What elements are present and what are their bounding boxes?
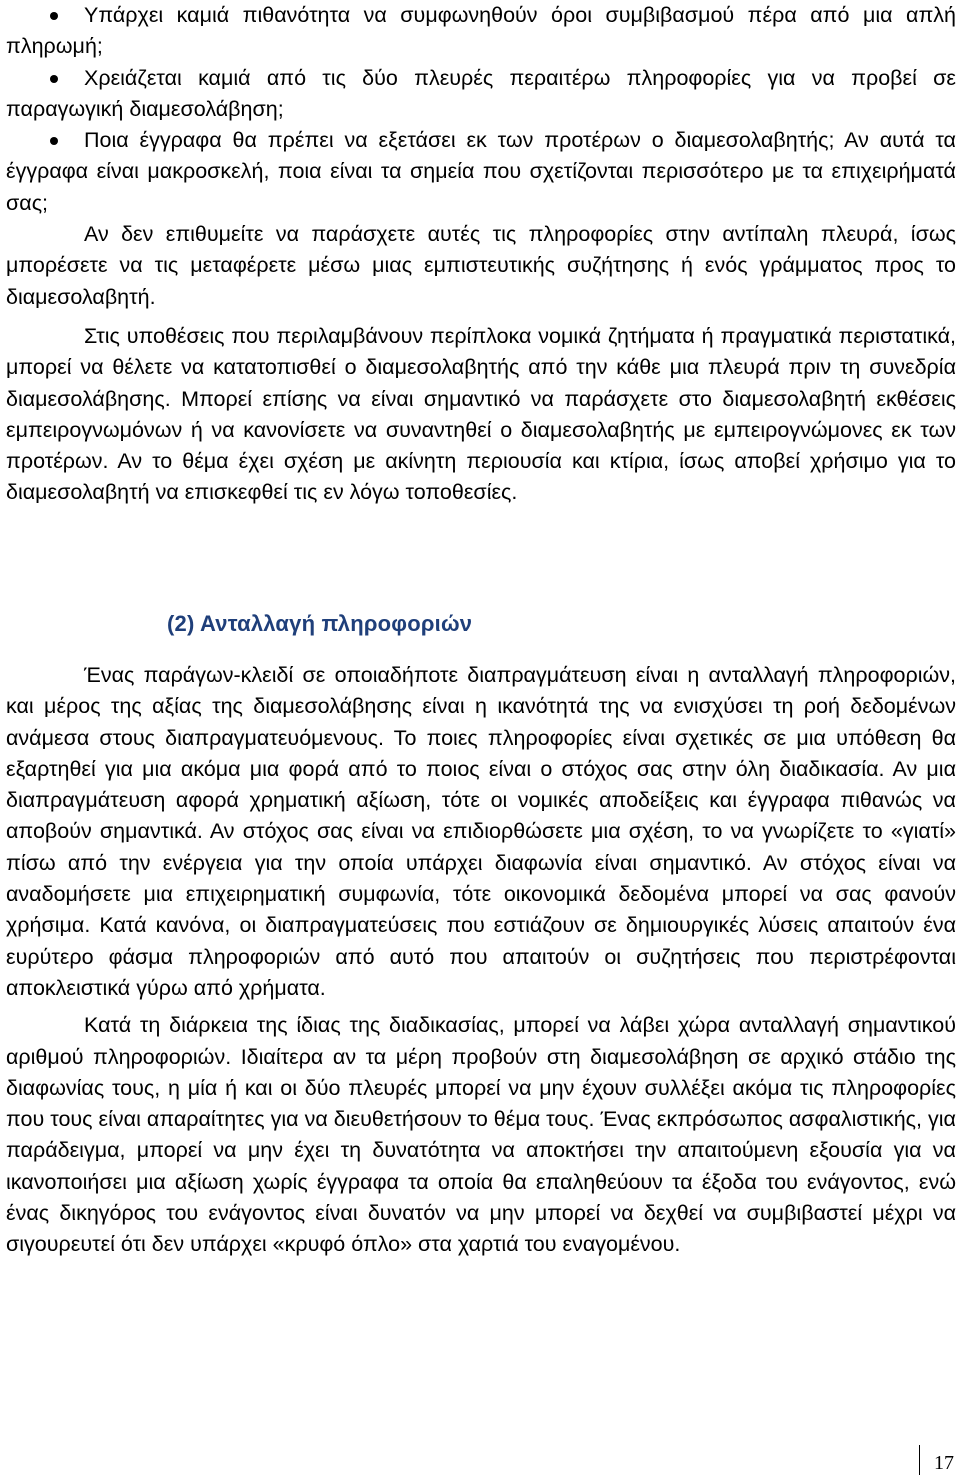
bullet-icon [50, 12, 58, 20]
footer-rule [919, 1445, 920, 1475]
intro-section [6, 0, 956, 509]
information-exchange-section [6, 660, 956, 1261]
paragraph-confidential: Αν δεν επιθυμείτε να παράσχετε αυτές τις πληροφορίες στην αντίπαλη πλευρά, ίσως μπορέσετε να τις μεταφέρετε μέσω μιας εμπιστευτικής συζήτησης ή ενός γράμματος προς το διαμεσολαβητή. [6, 222, 956, 309]
bullet-icon [50, 75, 58, 83]
bullet-icon [50, 137, 58, 145]
bullet-text: Υπάρχει καμιά πιθανότητα να συμφωνηθούν όροι συμβιβασμού πέρα από μια απλή πληρωμή; [6, 3, 956, 59]
bullet-text: Ποια έγγραφα θα πρέπει να εξετάσει εκ των προτέρων ο διαμεσολαβητής; Αν αυτά τα έγγραφα είναι μακροσκελή, ποια είναι τα σημεία που σχετίζονται περισσότερο με τα επιχειρήματά σας; [6, 128, 956, 215]
page-number: 17 [934, 1452, 954, 1474]
paragraph-complex-cases: Στις υποθέσεις που περιλαμβάνουν περίπλοκα νομικά ζητήματα ή πραγματικά περιστατικά, μπορεί να θέλετε να κατατοπισθεί ο διαμεσολαβητής από την κάθε μια πλευρά πριν τη συνεδρία διαμεσολάβησης. Μπορεί επίσης να είναι σημαντικό να παράσχετε στο διαμεσολαβητή εκθέσεις εμπειρογνωμόνων ή να κανονίσετε να συναντηθεί ο διαμεσολαβητής με εμπειρογνώμονες εκ των προτέρων. Αν το θέμα έχει σχέση με ακίνητη περιουσία και κτίρια, ίσως αποβεί χρήσιμο για το διαμεσολαβητή να επισκεφθεί τις εν λόγω τοποθεσίες. [6, 323, 956, 505]
bullet-item [6, 63, 956, 126]
paragraph-during-process: Κατά τη διάρκεια της ίδιας της διαδικασίας, μπορεί να λάβει χώρα ανταλλαγή σημαντικού αριθμού πληροφοριών. Ιδιαίτερα αν τα μέρη προβούν στη διαμεσολάβηση σε αρχικό στάδιο της διαφωνίας τους, η μία ή και οι δύο πλευρές μπορεί να μην έχουν συλλέξει ακόμα τις πληροφορίες που τους είναι απαραίτητες για να διευθετήσουν το θέμα τους. Ένας εκπρόσωπος ασφαλιστικής, για παράδειγμα, μπορεί να μην έχει τη δυνατότητα να αποκτήσει την απαιτούμενη εξουσία για να ικανοποιήσει μια αξίωση χωρίς έγγραφα τα οποία θα επαληθεύουν τα έξοδα του ενάγοντος, ενώ ένας δικηγόρος του ενάγοντος είναι δυνατόν να μην μπορεί να δεχθεί να συμβιβαστεί μέχρι να σιγουρευτεί ότι δεν υπάρχει «κρυφό όπλο» στα χαρτιά του εναγομένου. [6, 1013, 956, 1257]
paragraph-key-factor: Ένας παράγων-κλειδί σε οποιαδήποτε διαπραγμάτευση είναι η ανταλλαγή πληροφοριών, και μέρος της αξίας της διαμεσολάβησης είναι η ικανότητά της να ενισχύσει τη ροή δεδομένων ανάμεσα στους διαπραγματευόμενους. Το ποιες πληροφορίες είναι σχετικές σε μια υπόθεση θα εξαρτηθεί για μια ακόμα μια φορά από το ποιος είναι ο στόχος σας στην όλη διαδικασία. Αν μια διαπραγμάτευση αφορά χρηματική αξίωση, τότε οι νομικές αποδείξεις και έγγραφα πιθανώς να αποβούν σημαντικά. Αν στόχος σας είναι να επιδιορθώσετε μια σχέση, το να γνωρίζετε το «γιατί» πίσω από την ενέργεια για την οποία υπάρχει διαφωνία είναι σημαντικό. Αν στόχος είναι να αναδομήσετε μια επιχειρηματική συμφωνία, τότε οικονομικά δεδομένα μπορεί να σας φανούν χρήσιμα. Κατά κανόνα, οι διαπραγματεύσεις που εστιάζουν σε δημιουργικές λύσεις απαιτούν ένα ευρύτερο φάσμα πληροφοριών από αυτό που απαιτούν οι συζητήσεις που περιστρέφονται αποκλειστικά γύρω από χρήματα. [6, 663, 956, 1000]
bullet-item [6, 125, 956, 219]
section-heading: (2) Ανταλλαγή πληροφοριών [167, 611, 473, 636]
bullet-item [6, 0, 956, 63]
bullet-text: Χρειάζεται καμιά από τις δύο πλευρές περαιτέρω πληροφορίες για να προβεί σε παραγωγική διαμεσολάβηση; [6, 65, 956, 121]
